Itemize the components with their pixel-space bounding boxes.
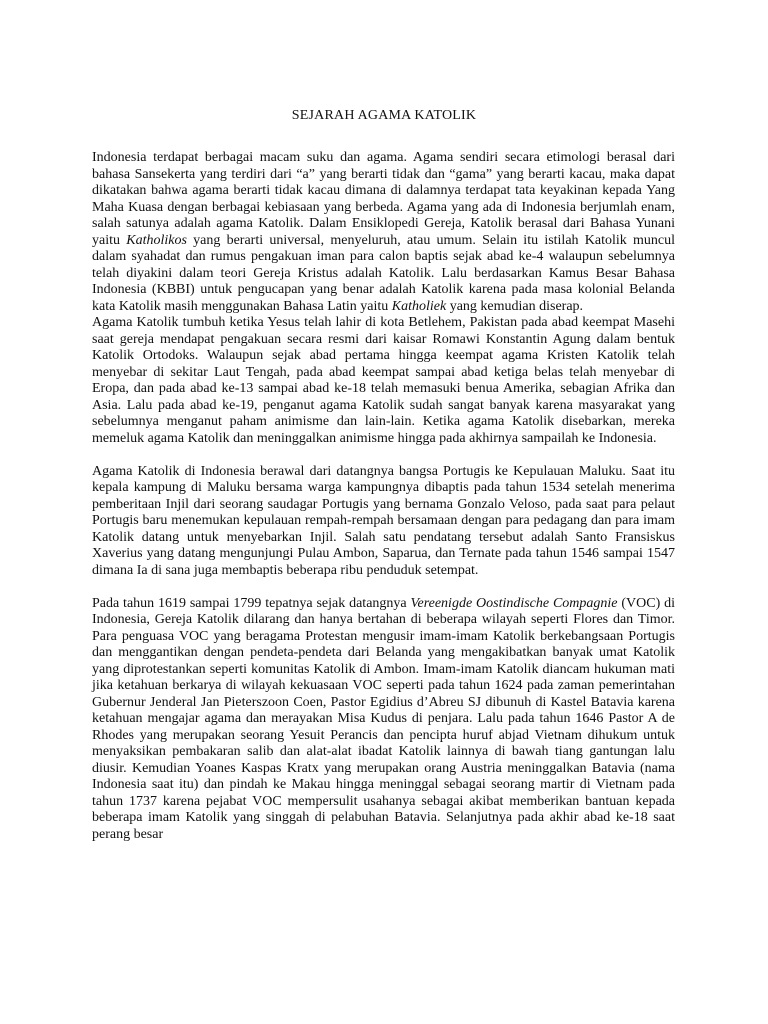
paragraph-1-text-c: yang kemudian diserap. xyxy=(446,298,584,314)
paragraph-1 xyxy=(92,150,675,315)
paragraph-4-text-b: (VOC) di Indonesia, Gereja Katolik dilarang dan hanya bertahan di beberapa wilayah seperti Flores dan Timor. Para penguasa VOC yang beragama Protestan mengusir imam-imam Katolik berkebangsaan Portugis dan menggantikan dengan pendeta-pendeta dari Belanda yang mengakibatkan banyak umat Katolik yang diprotestankan seperti komunitas Katolik di Ambon. Imam-imam Katolik diancam hukuman mati jika ketahuan berkarya di wilayah kekuasaan VOC seperti pada tahun 1624 pada zaman pemerintahan Gubernur Jenderal Jan Pieterszoon Coen, Pastor Egidius d’Abreu SJ dibunuh di Kastel Batavia karena ketahuan mengajar agama dan merayakan Misa Kudus di penjara. Lalu pada tahun 1646 Pastor A de Rhodes yang merupakan seorang Yesuit Perancis dan pencipta huruf abjad Vietnam dihukum untuk menyaksikan pembakaran salib dan alat-alat ibadat Katolik lainnya di bawah tiang gantungan lalu diusir. Kemudian Yoanes Kaspas Kratx yang merupakan orang Austria meninggalkan Batavia (nama Indonesia saat itu) dan pindah ke Makau hingga meninggal sebagai seorang martir di Vietnam pada tahun 1737 karena pejabat VOC mempersulit usahanya sebagai akibat memberikan bantuan kepada beberapa imam Katolik yang singgah di pelabuhan Batavia. Selanjutnya pada akhir abad ke-18 saat perang besar xyxy=(92,595,675,842)
paragraph-1-text-a: Indonesia terdapat berbagai macam suku dan agama. Agama sendiri secara etimologi berasal dari bahasa Sansekerta yang terdiri dari “a” yang berarti tidak dan “gama” yang berarti kacau, maka dapat dikatakan bahwa agama berarti tidak kacau dimana di dalamnya terdapat tata keyakinan kepada Yang Maha Kuasa dengan berbagai kebiasaan yang berbeda. Agama yang ada di Indonesia berjumlah enam, salah satunya adalah agama Katolik. Dalam Ensiklopedi Gereja, Katolik berasal dari Bahasa Yunani yaitu xyxy=(92,150,675,248)
paragraph-4-text-a: Pada tahun 1619 sampai 1799 tepatnya sejak datangnya xyxy=(92,595,411,611)
paragraph-4 xyxy=(92,596,675,844)
term-voc: Vereenigde Oostindische Compagnie xyxy=(410,595,618,611)
term-katholikos: Katholikos xyxy=(126,232,187,248)
document-body xyxy=(92,150,675,843)
paragraph-1-text-b: yang berarti universal, menyeluruh, atau umum. Selain itu istilah Katolik muncul dalam syahadat dan rumus pengakuan iman para calon baptis sejak abad ke-4 walaupun sebelumnya telah diyakini dalam teori Gereja Kristus adalah Katolik. Lalu berdasarkan Kamus Besar Bahasa Indonesia (KBBI) untuk pengucapan yang benar adalah Katolik karena pada masa kolonial Belanda kata Katolik masih menggunakan Bahasa Latin yaitu xyxy=(92,232,675,314)
document-title: SEJARAH AGAMA KATOLIK xyxy=(291,108,477,123)
term-katholiek: Katholiek xyxy=(391,298,447,314)
paragraph-3: Agama Katolik di Indonesia berawal dari datangnya bangsa Portugis ke Kepulauan Maluku. Saat itu kepala kampung di Maluku bersama warga kampungnya dibaptis pada tahun 1534 setelah menerima pemberitaan Injil dari seorang saudagar Portugis yang bernama Gonzalo Veloso, pada saat para pelaut Portugis baru menemukan kepulauan rempah-rempah bersamaan dengan para pedagang dan para imam Katolik datang untuk menyebarkan Injil. Salah satu pendatang tersebut adalah Santo Fransiskus Xaverius yang datang mengunjungi Pulau Ambon, Saparua, dan Ternate pada tahun 1546 sampai 1547 dimana Ia di sana juga membaptis beberapa ribu penduduk setempat. xyxy=(92,463,675,578)
paragraph-2: Agama Katolik tumbuh ketika Yesus telah lahir di kota Betlehem, Pakistan pada abad keempat Masehi saat gereja mendapat pengakuan secara resmi dari kaisar Romawi Konstantin Agung dalam bentuk Katolik Ortodoks. Walaupun sejak abad pertama hingga keempat agama Kristen Katolik telah menyebar di sekitar Laut Tengah, pada abad keempat sampai abad ketiga belas telah menyebar di Eropa, dan pada abad ke-13 sampai abad ke-18 telah memasuki benua Amerika, sebagian Afrika dan Asia. Lalu pada abad ke-19, penganut agama Katolik sudah sangat banyak karena masyarakat yang sebelumnya menganut paham animisme dan lain-lain. Ketika agama Katolik disebarkan, mereka memeluk agama Katolik dan meninggalkan animisme hingga pada akhirnya sampailah ke Indonesia. xyxy=(92,315,675,446)
